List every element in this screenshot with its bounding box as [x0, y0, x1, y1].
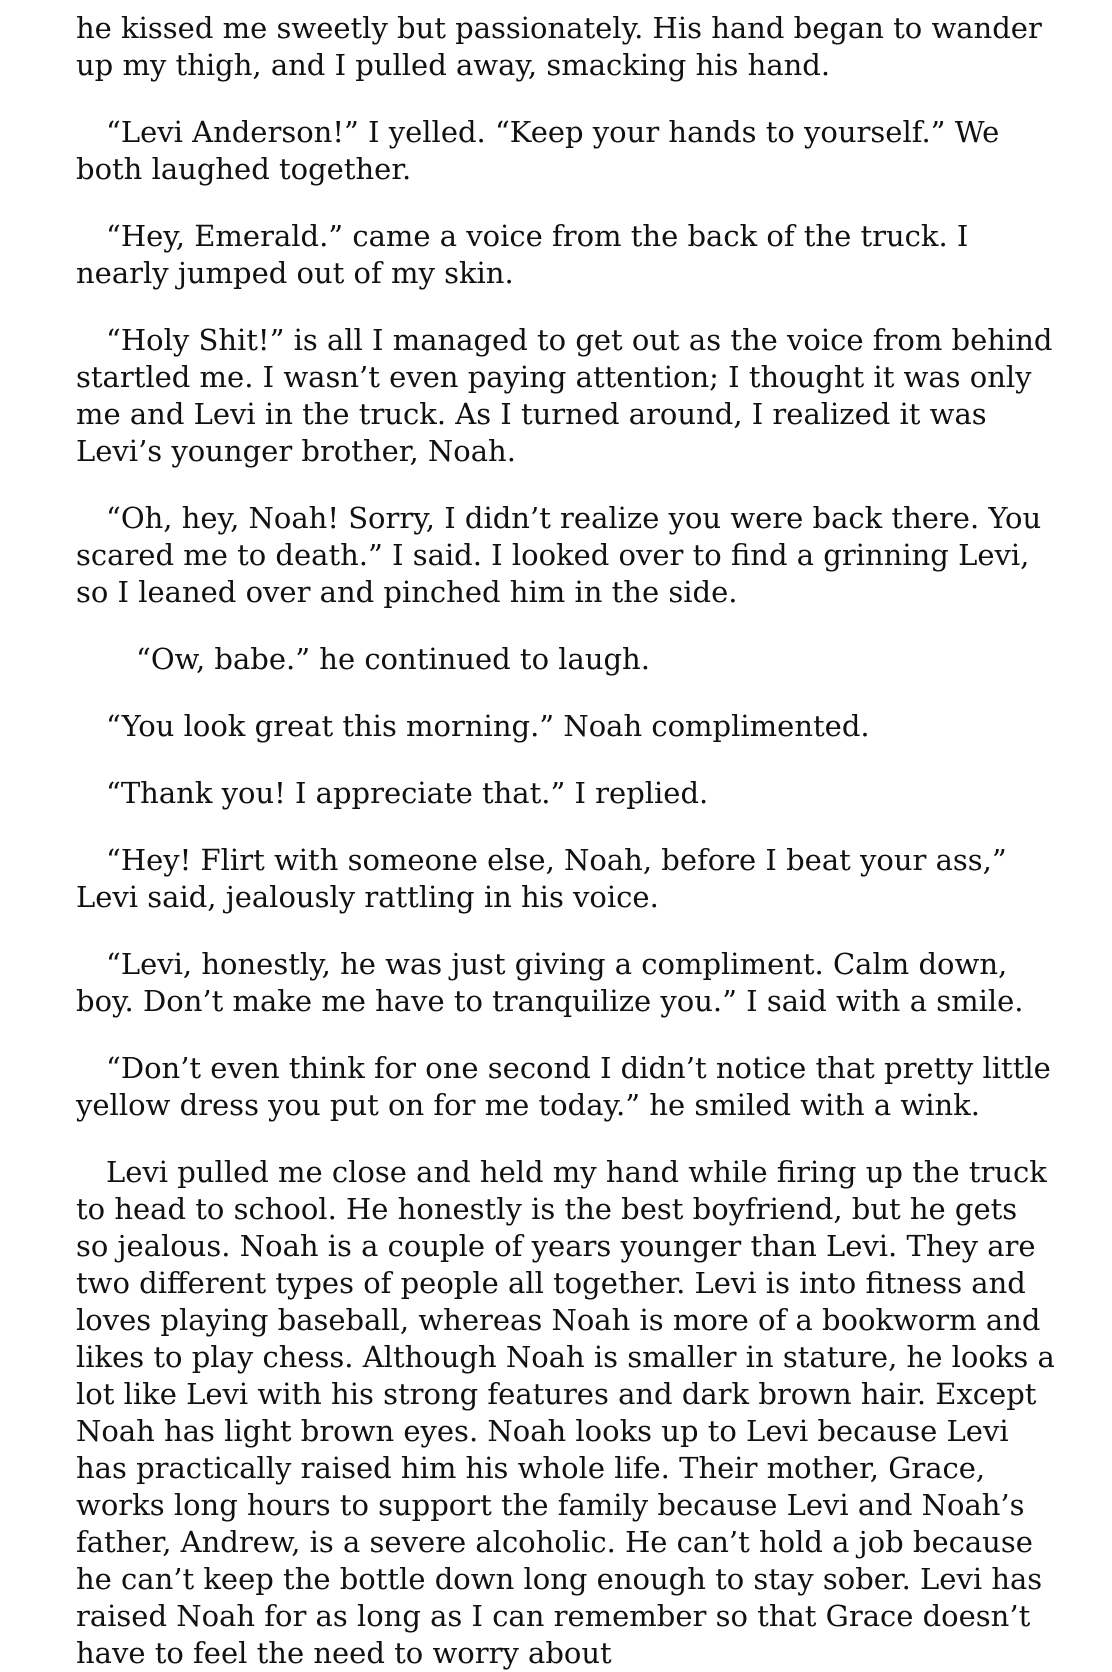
paragraph-thank-you: “Thank you! I appreciate that.” I replied.	[106, 776, 709, 810]
paragraph-flirt: “Hey! Flirt with someone else, Noah, before I beat your ass,” Levi said, jealously rattling in his voice.	[76, 843, 1007, 914]
book-page	[76, 10, 1056, 1672]
paragraph-narration: Levi pulled me close and held my hand while firing up the truck to head to school. He honestly is the best boyfriend, but he gets so jealous. Noah is a couple of years younger than Levi. They are two different types of people all together. Levi is into fitness and loves playing baseball, whereas Noah is more of a bookworm and likes to play chess. Although Noah is smaller in stature, he looks a lot like Levi with his strong features and dark brown hair. Except Noah has light brown eyes. Noah looks up to Levi because Levi has practically raised him his whole life. Their mother, Grace, works long hours to support the family because Levi and Noah’s father, Andrew, is a severe alcoholic. He can’t hold a job because he can’t keep the bottle down long enough to stay sober. Levi has raised Noah for as long as I can remember so that Grace doesn’t have to feel the need to worry about	[76, 1155, 1055, 1670]
paragraph-you-look-great: “You look great this morning.” Noah complimented.	[106, 709, 870, 743]
paragraph-ow-babe: “Ow, babe.” he continued to laugh.	[136, 642, 650, 676]
paragraph-levi-anderson: “Levi Anderson!” I yelled. “Keep your hands to yourself.” We both laughed together.	[76, 115, 1000, 186]
paragraph-oh-hey-noah: “Oh, hey, Noah! Sorry, I didn’t realize you were back there. You scared me to death.” I said. I looked over to find a grinning Levi, so I leaned over and pinched him in the side.	[76, 501, 1042, 609]
paragraph-holy-shit: “Holy Shit!” is all I managed to get out as the voice from behind startled me. I wasn’t even paying attention; I thought it was only me and Levi in the truck. As I turned around, I realized it was Levi’s younger brother, Noah.	[76, 323, 1053, 468]
paragraph-hey-emerald: “Hey, Emerald.” came a voice from the back of the truck. I nearly jumped out of my skin.	[76, 219, 969, 290]
paragraph-continuation: he kissed me sweetly but passionately. His hand began to wander up my thigh, and I pulled away, smacking his hand.	[76, 11, 1042, 82]
paragraph-calm-down: “Levi, honestly, he was just giving a compliment. Calm down, boy. Don’t make me have to tranquilize you.” I said with a smile.	[76, 947, 1024, 1018]
paragraph-yellow-dress: “Don’t even think for one second I didn’t notice that pretty little yellow dress you put on for me today.” he smiled with a wink.	[76, 1051, 1051, 1122]
